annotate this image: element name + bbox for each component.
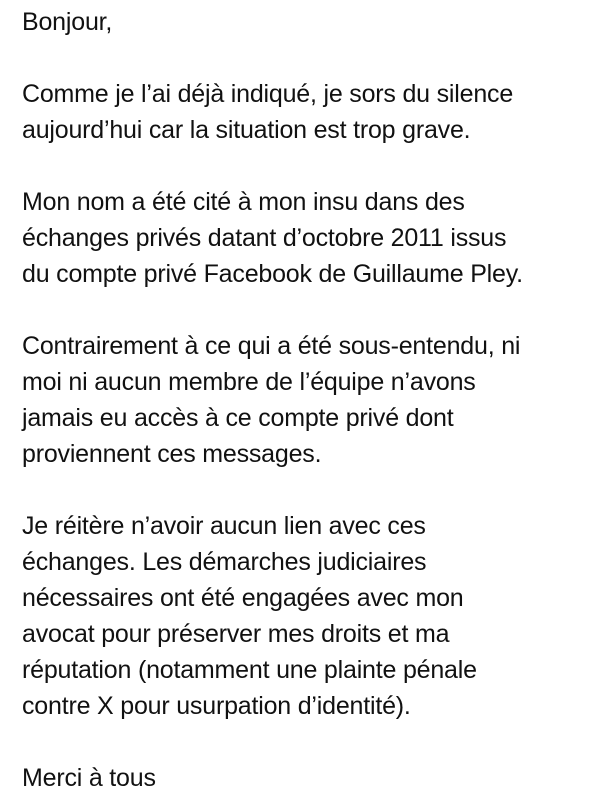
text-line: réputation (notamment une plainte pénale <box>22 656 477 684</box>
paragraph-2 <box>22 184 580 292</box>
text-line: nécessaires ont été engagées avec mon <box>22 584 464 612</box>
paragraph-1 <box>22 76 580 148</box>
closing-line: Merci à tous <box>22 764 156 792</box>
text-line: Je réitère n’avoir aucun lien avec ces <box>22 512 426 540</box>
text-line: proviennent ces messages. <box>22 440 322 468</box>
text-line: moi ni aucun membre de l’équipe n’avons <box>22 368 476 396</box>
closing <box>22 760 580 796</box>
greeting <box>22 4 580 40</box>
text-line: contre X pour usurpation d’identité). <box>22 692 411 720</box>
greeting-line: Bonjour, <box>22 8 113 36</box>
paragraph-3 <box>22 328 580 472</box>
text-line: aujourd’hui car la situation est trop grave. <box>22 116 471 144</box>
text-line: Contrairement à ce qui a été sous-entendu, ni <box>22 332 521 360</box>
text-line: avocat pour préserver mes droits et ma <box>22 620 450 648</box>
text-line: du compte privé Facebook de Guillaume Pley. <box>22 260 523 288</box>
text-line: Mon nom a été cité à mon insu dans des <box>22 188 465 216</box>
text-line: Comme je l’ai déjà indiqué, je sors du silence <box>22 80 514 108</box>
text-line: échanges privés datant d’octobre 2011 issus <box>22 224 507 252</box>
text-line: jamais eu accès à ce compte privé dont <box>22 404 454 432</box>
paragraph-4 <box>22 508 580 724</box>
text-line: échanges. Les démarches judiciaires <box>22 548 427 576</box>
